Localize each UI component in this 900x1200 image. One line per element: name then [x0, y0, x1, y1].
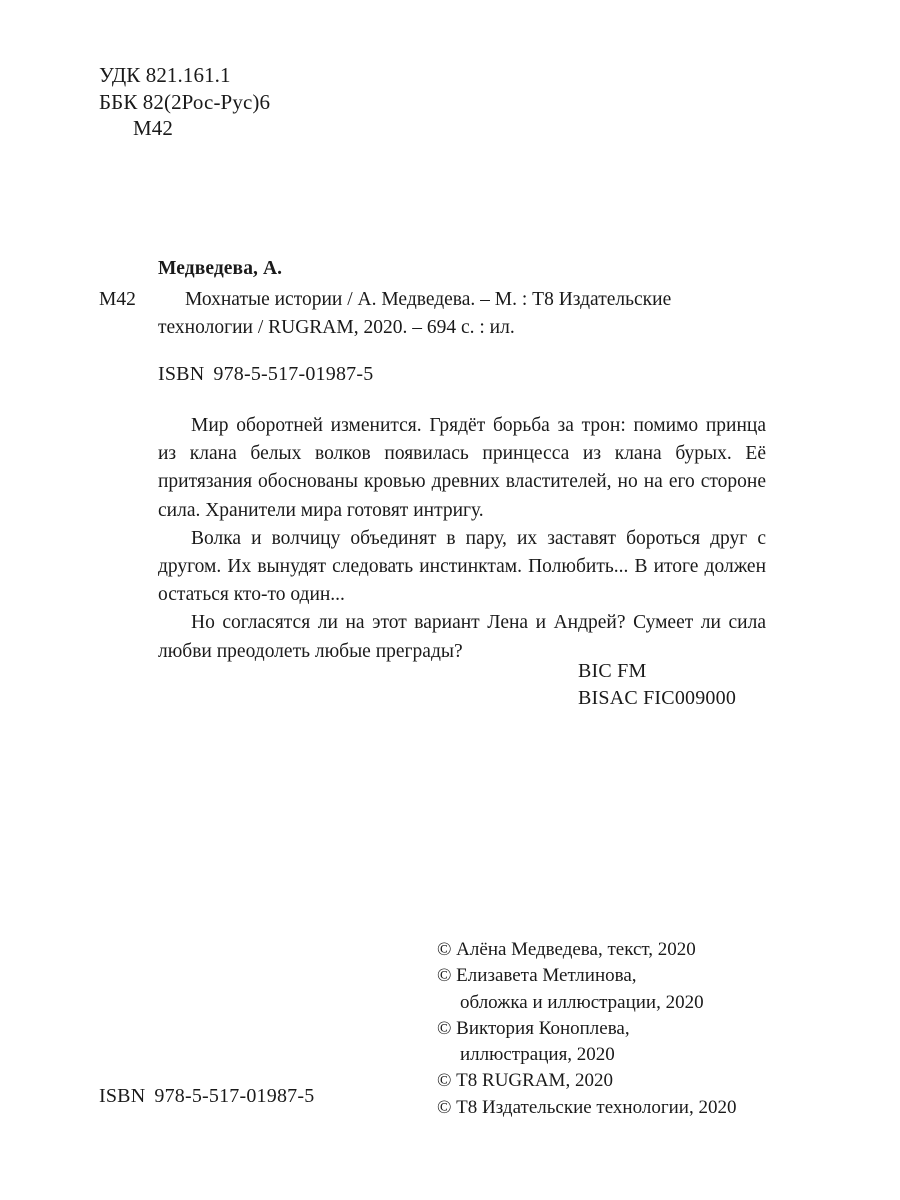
record-body — [99, 286, 769, 342]
isbn-footer-label: ISBN — [99, 1085, 146, 1107]
shelf-mark-code: М42 — [133, 116, 173, 140]
annotation-block — [158, 412, 766, 666]
classification-block — [99, 62, 270, 142]
record-shelf-mark: М42 — [99, 289, 136, 310]
copyright-line: © Елизавета Метлинова, — [437, 965, 637, 987]
bisac-code: BISAC FIC009000 — [578, 687, 737, 709]
bibliographic-record — [99, 255, 769, 342]
copyright-line: © Т8 RUGRAM, 2020 — [437, 1070, 613, 1092]
udk-code: УДК 821.161.1 — [99, 63, 231, 87]
annotation-paragraph: Волка и волчицу объединят в пару, их заставят бороться друг с другом. Их вынудят следовать инстинктам. Полюбить... В итоге должен остаться кто-то один... — [158, 527, 766, 606]
annotation-paragraph: Но согласятся ли на этот вариант Лена и Андрей? Сумеет ли сила любви преодолеть любые преграды? — [158, 612, 766, 662]
copyright-line: © Алёна Медведева, текст, 2020 — [437, 939, 696, 960]
record-author: Медведева, А. — [158, 258, 283, 279]
annotation-paragraph: Мир оборотней изменится. Грядёт борьба за трон: помимо принца из клана белых волков появилась принцесса из клана бурых. Её притязания обоснованы кровью древних властителей, но на его стороне сила. Хранители мира готовят интригу. — [158, 415, 766, 521]
copyright-line: обложка и иллюстрации, 2020 — [460, 991, 704, 1013]
isbn-main-label: ISBN — [158, 363, 205, 385]
bbk-code: ББК 82(2Рос-Рус)6 — [99, 89, 271, 114]
isbn-main-value: 978-5-517-01987-5 — [213, 363, 374, 385]
record-description: Мохнатые истории / А. Медведева. – М. : Т8 Издательские технологии / RUGRAM, 2020. – 694 с. : ил. — [158, 289, 672, 338]
copyright-line: © Виктория Коноплева, — [437, 1017, 630, 1039]
subject-codes-block — [578, 658, 736, 712]
isbn-footer — [99, 1085, 314, 1108]
copyright-block — [437, 937, 736, 1121]
isbn-footer-value: 978-5-517-01987-5 — [154, 1085, 315, 1107]
copyright-line: © Т8 Издательские технологии, 2020 — [437, 1096, 737, 1118]
copyright-line: иллюстрация, 2020 — [460, 1044, 615, 1066]
isbn-main — [158, 363, 373, 386]
bic-code: BIC FM — [578, 660, 647, 682]
